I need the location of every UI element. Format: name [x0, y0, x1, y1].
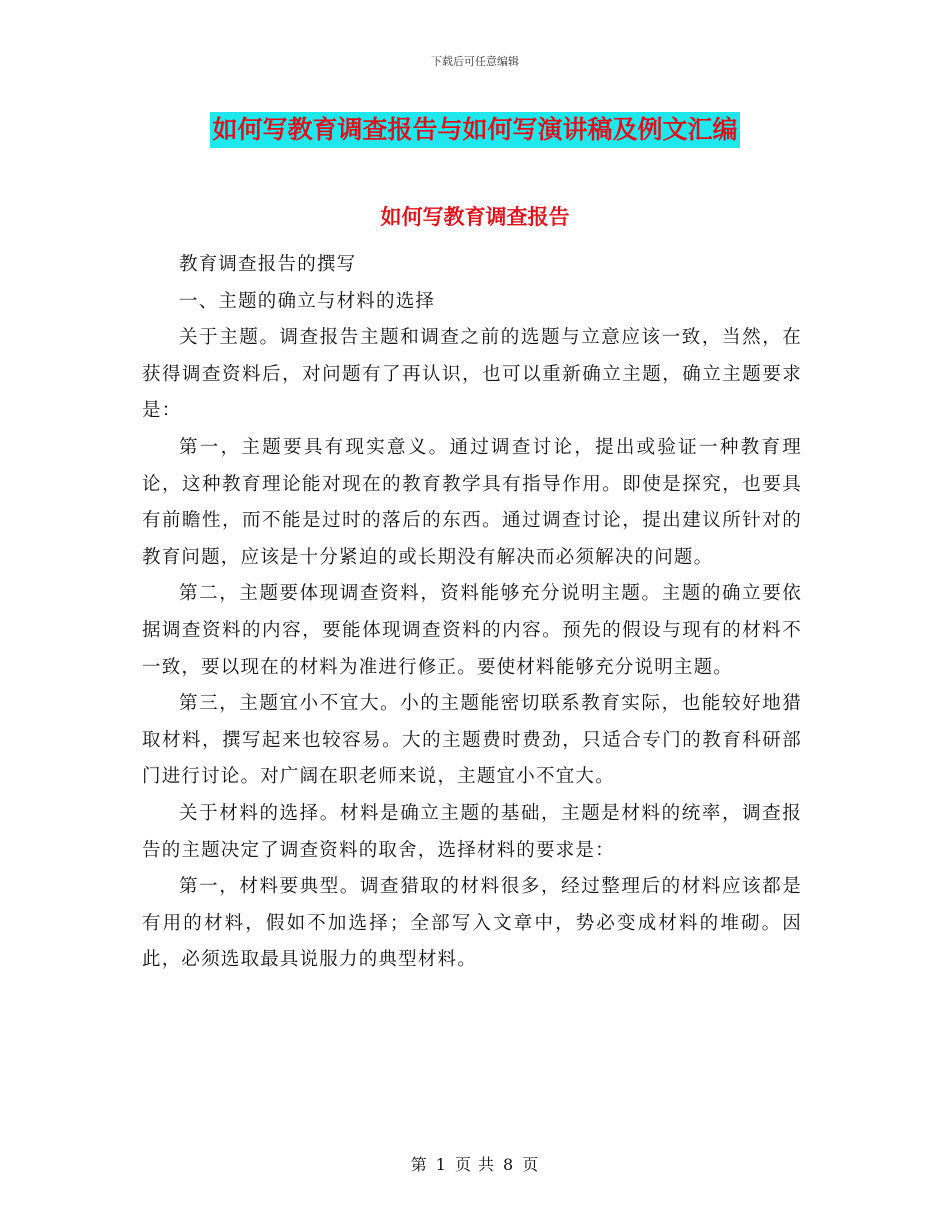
paragraph: 教育调查报告的撰写: [179, 254, 357, 275]
footer-suffix: 页: [522, 1155, 540, 1174]
section-title: 如何写教育调查报告: [380, 205, 570, 229]
paragraph: 关于材料的选择。材料是确立主题的基础，主题是材料的统率，调查报告的主题决定了调查资料的取舍，选择材料的要求是：: [142, 802, 802, 861]
paragraph: 一、主题的确立与材料的选择: [179, 290, 436, 312]
page-footer: [0, 1152, 950, 1175]
header-note: 下载后可任意编辑: [431, 55, 519, 68]
paragraph: 关于主题。调查报告主题和调查之前的选题与立意应该一致，当然，在获得调查资料后，对问题有了再认识，也可以重新确立主题，确立主题要求是：: [142, 327, 802, 422]
document-body: [142, 247, 802, 979]
footer-mid: 页 共: [454, 1155, 496, 1174]
document-title: 如何写教育调查报告与如何写演讲稿及例文汇编: [210, 112, 739, 148]
total-pages-number: 8: [503, 1155, 515, 1174]
paragraph: 第二，主题要体现调查资料，资料能够充分说明主题。主题的确立要依据调查资料的内容，要能体现调查资料的内容。预先的假设与现有的材料不一致，要以现在的材料为准进行修正。要使材料能够充分说明主题。: [142, 583, 802, 678]
current-page-number: 1: [435, 1155, 447, 1174]
footer-prefix: 第: [410, 1155, 428, 1174]
paragraph: 第一，主题要具有现实意义。通过调查讨论，提出或验证一种教育理论，这种教育理论能对现在的教育教学具有指导作用。即使是探究，也要具有前瞻性，而不能是过时的落后的东西。通过调查讨论，提出建议所针对的教育问题，应该是十分紧迫的或长期没有解决而必须解决的问题。: [142, 436, 802, 568]
paragraph: 第三，主题宜小不宜大。小的主题能密切联系教育实际，也能较好地猎取材料，撰写起来也较容易。大的主题费时费劲，只适合专门的教育科研部门进行讨论。对广阔在职老师来说，主题宜小不宜大。: [142, 693, 802, 788]
document-title-block: [0, 112, 950, 148]
paragraph: 第一，材料要典型。调查猎取的材料很多，经过整理后的材料应该都是有用的材料，假如不加选择；全部写入文章中，势必变成材料的堆砌。因此，必须选取最具说服力的典型材料。: [142, 876, 802, 971]
